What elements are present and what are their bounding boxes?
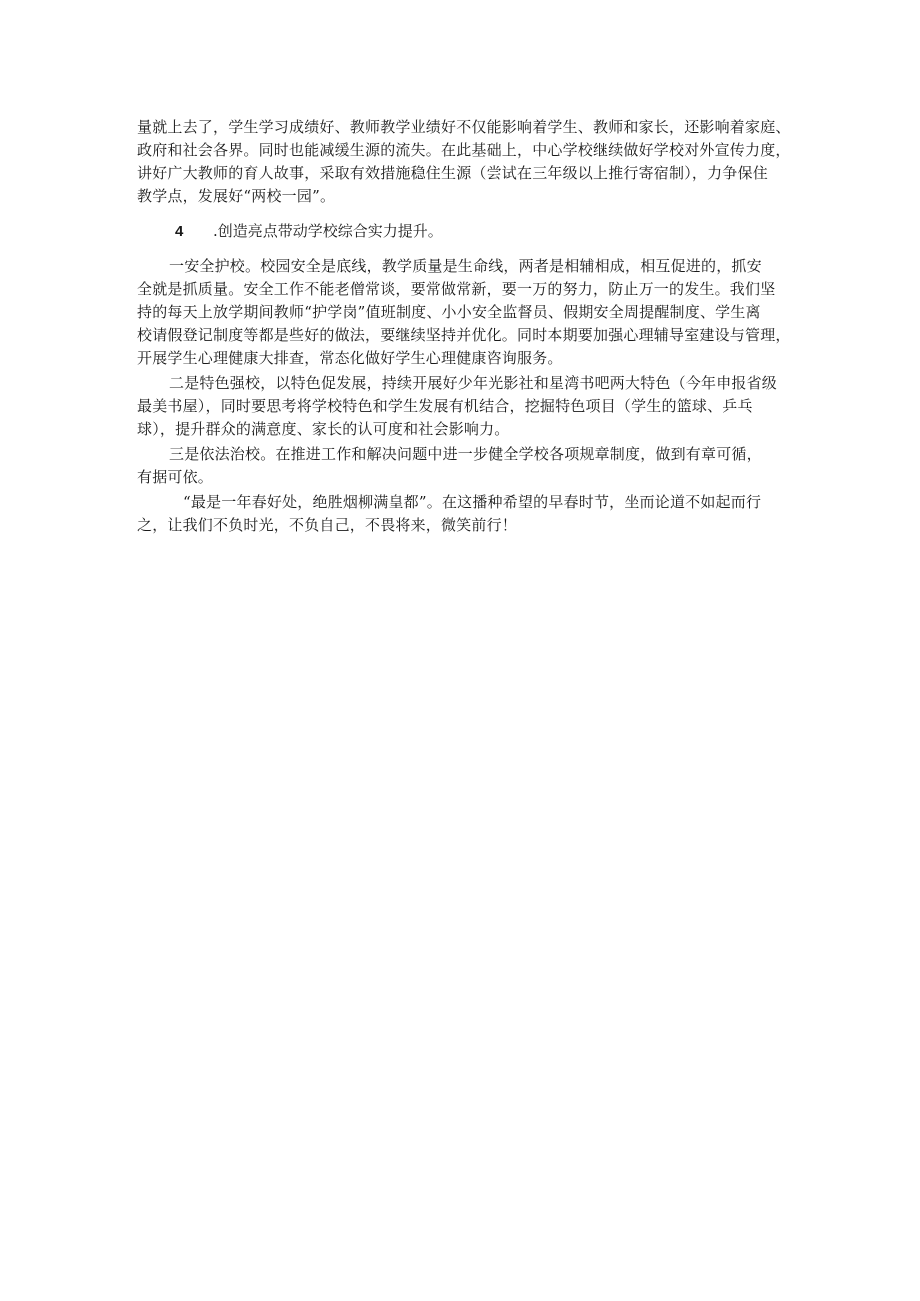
paragraph-feature <box>137 372 817 441</box>
document-body <box>137 116 817 537</box>
text-line: 校请假登记制度等都是些好的做法，要继续坚持并优化。同时本期要加强心理辅导室建设与管理， <box>137 326 791 344</box>
text-line: 之，让我们不负时光，不负自己，不畏将来，微笑前行！ <box>137 516 518 534</box>
text-line: 政府和社会各界。同时也能减缓生源的流失。在此基础上，中心学校继续做好学校对外宣传力度， <box>137 141 791 159</box>
paragraph-continuation <box>137 116 817 208</box>
section-number: 4 <box>175 223 184 240</box>
paragraph-closing <box>137 491 817 537</box>
text-line: 教学点，发展好“两校一园”。 <box>137 187 336 205</box>
text-line: 全就是抓质量。安全工作不能老僧常谈，要常做常新，要一万的努力，防止万一的发生。我们坚 <box>137 280 776 298</box>
text-line: 讲好广大教师的育人故事，采取有效措施稳住生源（尝试在三年级以上推行寄宿制），力争保住 <box>137 164 768 182</box>
text-line: 有据可依。 <box>137 468 214 486</box>
paragraph-safety <box>137 255 817 370</box>
section-heading <box>137 220 817 243</box>
paragraph-law <box>137 443 817 489</box>
text-line: 开展学生心理健康大排查，常态化做好学生心理健康咨询服务。 <box>137 349 563 367</box>
text-line: 一安全护校。校园安全是底线，教学质量是生命线，两者是相辅相成，相互促进的，抓安 <box>169 257 762 275</box>
text-line: 最美书屋），同时要思考将学校特色和学生发展有机结合，挖掘特色项目（学生的篮球、乒乓 <box>137 397 753 415</box>
text-line: 三是依法治校。在推进工作和解决问题中进一步健全学校各项规章制度，做到有章可循， <box>169 445 762 463</box>
text-line: “最是一年春好处，绝胜烟柳满皇都”。在这播种希望的早春时节，坐而论道不如起而行 <box>183 493 762 511</box>
text-line: 二是特色强校，以特色促发展，持续开展好少年光影社和星湾书吧两大特色（今年申报省级 <box>169 374 778 392</box>
text-line: 量就上去了，学生学习成绩好、教师教学业绩好不仅能影响着学生、教师和家长，还影响着家庭、 <box>137 118 791 136</box>
section-title: .创造亮点带动学校综合实力提升。 <box>213 222 443 240</box>
text-line: 持的每天上放学期间教师“护学岗”值班制度、小小安全监督员、假期安全周提醒制度、学生离 <box>137 303 761 321</box>
text-line: 球），提升群众的满意度、家长的认可度和社会影响力。 <box>137 420 510 438</box>
